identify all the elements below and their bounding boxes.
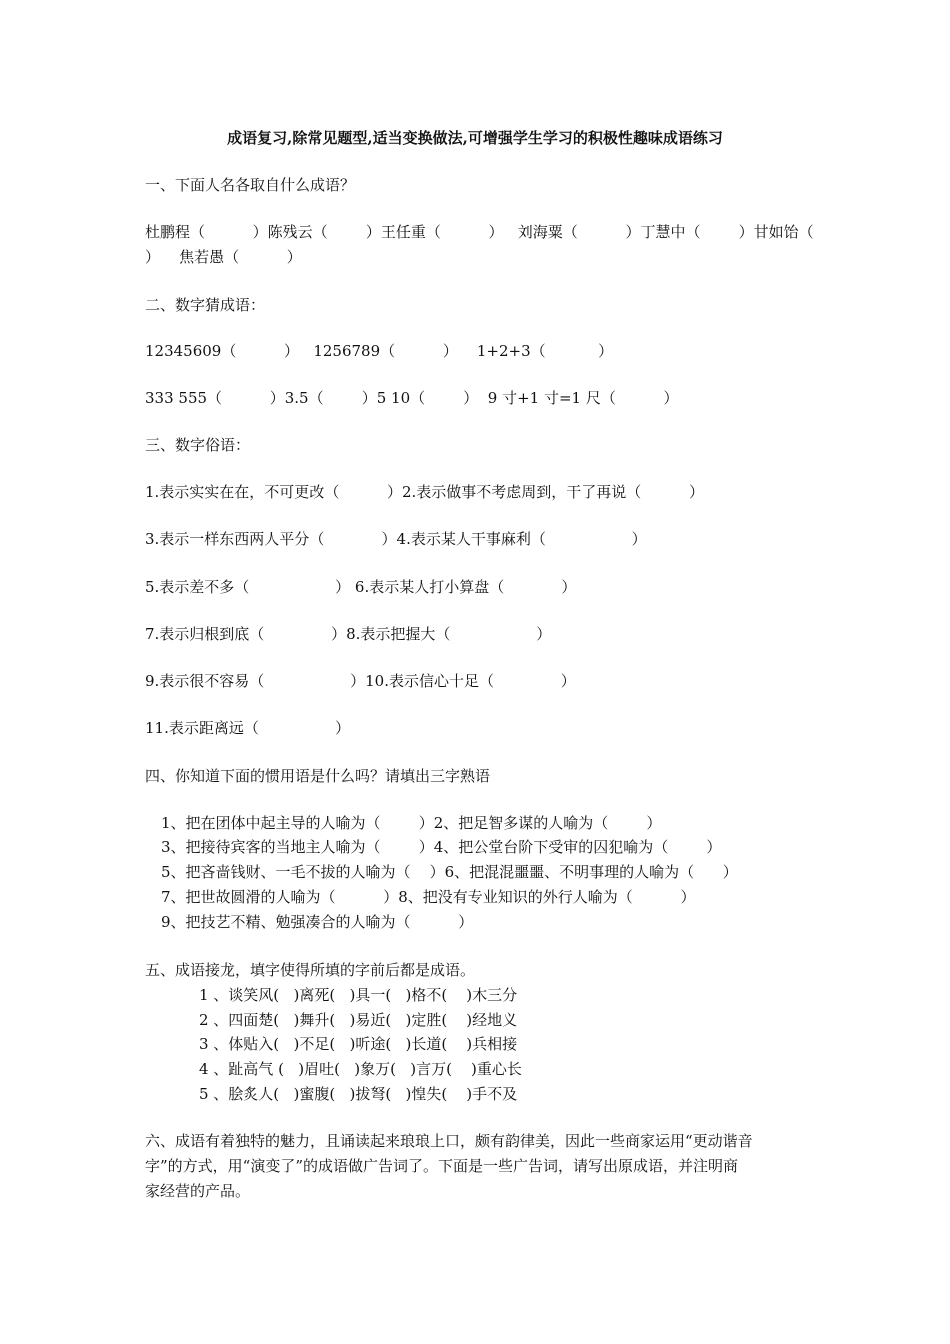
section3-item: 11.表示距离远（ ） xyxy=(145,719,351,737)
section5-heading: 五、成语接龙，填字使得所填的字前后都是成语。 xyxy=(145,961,476,979)
section4-heading: 四、你知道下面的惯用语是什么吗？请填出三字熟语 xyxy=(145,767,491,785)
section2-heading: 二、数字猜成语： xyxy=(145,296,266,314)
section6-line3: 家经营的产品。 xyxy=(145,1182,251,1200)
section6-line2: 字”的方式，用“演变了”的成语做广告词了。下面是一些广告词，请写出原成语，并注明商 xyxy=(145,1157,739,1175)
section3-item: 7.表示归根到底（ ）8.表示把握大（ ） xyxy=(145,625,552,643)
section4-item: 3、把接待宾客的当地主人喻为（ ）4、把公堂台阶下受审的囚犯喻为（ ） xyxy=(161,838,722,856)
section4-item: 9、把技艺不精、勉强凑合的人喻为（ ） xyxy=(161,913,474,931)
section2-line1: 12345609（ ） 1256789（ ） 1+2+3（ ） xyxy=(145,342,614,360)
section2-line2: 333 555（ ）3.5（ ）5 10（ ） 9 寸+1 寸=1 尺（ ） xyxy=(145,389,679,407)
page-title: 成语复习,除常见题型,适当变换做法,可增强学生学习的积极性趣味成语练习 xyxy=(227,129,723,147)
section5-item: 4 、趾高气 ( )眉吐( )象万( )言万( )重心长 xyxy=(199,1060,522,1078)
section5-item: 2 、四面楚( )舞升( )易近( )定胜( )经地义 xyxy=(199,1011,518,1029)
section5-item: 1 、谈笑风( )离死( )具一( )格不( )木三分 xyxy=(199,986,518,1004)
section1-line1: 杜鹏程（ ）陈残云（ ）王任重（ ） 刘海粟（ ）丁慧中（ ）甘如饴（ xyxy=(145,223,814,241)
section3-item: 5.表示差不多（ ） 6.表示某人打小算盘（ ） xyxy=(145,578,577,596)
section3-item: 9.表示很不容易（ ）10.表示信心十足（ ） xyxy=(145,672,576,690)
section3-heading: 三、数字俗语： xyxy=(145,436,251,454)
section1-line2: ） 焦若愚（ ） xyxy=(145,248,302,266)
section6-line1: 六、成语有着独特的魅力，且诵读起来琅琅上口，颇有韵律美，因此一些商家运用“更动谐音 xyxy=(145,1132,753,1150)
section5-item: 5 、脍炙人( )蜜腹( )拔弩( )惶失( )手不及 xyxy=(199,1085,518,1103)
section3-item: 1.表示实实在在，不可更改（ ）2.表示做事不考虑周到，干了再说（ ） xyxy=(145,483,704,501)
section5-item: 3 、体贴入( )不足( )听途( )长道( )兵相接 xyxy=(199,1035,518,1053)
section4-item: 5、把吝啬钱财、一毛不拔的人喻为（ ）6、把混混噩噩、不明事理的人喻为（ ） xyxy=(161,863,738,881)
section4-item: 7、把世故圆滑的人喻为（ ）8、把没有专业知识的外行人喻为（ ） xyxy=(161,888,696,906)
section3-item: 3.表示一样东西两人平分（ ）4.表示某人干事麻利（ ） xyxy=(145,530,647,548)
section4-item: 1、把在团体中起主导的人喻为（ ）2、把足智多谋的人喻为（ ） xyxy=(161,814,662,832)
section1-heading: 一、下面人名各取自什么成语？ xyxy=(145,176,356,194)
